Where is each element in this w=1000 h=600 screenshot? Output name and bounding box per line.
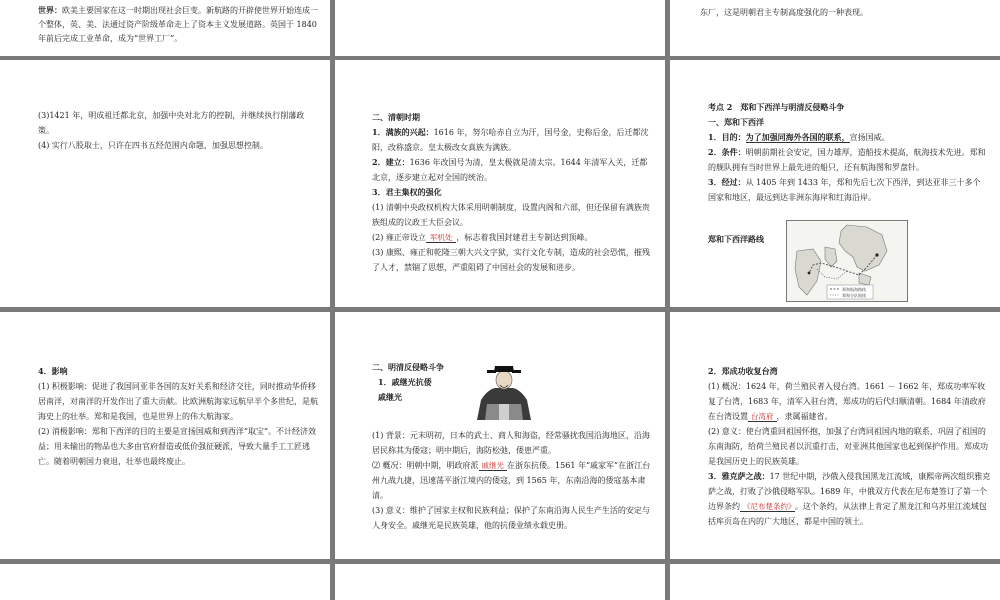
topic-title: 考点 2 郑和下西洋与明清反侵略斗争 bbox=[708, 102, 845, 112]
item-3-p2-b: ，标志着我国封建君主专制达到顶峰。 bbox=[456, 233, 593, 242]
purpose-tail: 宣扬国威。 bbox=[849, 133, 890, 142]
slide-7[interactable] bbox=[0, 312, 330, 559]
slide-8[interactable] bbox=[335, 312, 665, 559]
slide-10[interactable] bbox=[0, 564, 330, 600]
item-3-p1: (1) 清朝中央政权机构大体采用明朝制度，设置内阁和六部，但还保留有满族贵族组成的议政王大臣会议。 bbox=[372, 203, 650, 227]
world-text: 欧美主要国家在这一时期出现社会巨变。新航路的开辟使世界开始连成一个整体，英、美、法通过资产阶级革命走上了资本主义发展道路。英国于 1840 年前后完成工业革命，成为“世界工厂”。 bbox=[38, 6, 318, 43]
purpose-label: 1．目的： bbox=[708, 132, 746, 142]
item-3-p3: (3) 康熙、雍正和乾隆三朝大兴文字狱，实行文化专制，造成的社会恐慌，摧残了人才，禁锢了思想，严重阻碍了中国社会的发展和进步。 bbox=[372, 248, 650, 272]
process-text: 从 1405 年到 1433 年，郑和先后七次下西洋，到达亚非三十多个国家和地区，最远到达非洲东海岸和红海沿岸。 bbox=[708, 178, 981, 202]
qijiguang-subtitle: 1．戚继光抗倭 bbox=[378, 377, 432, 387]
process-label: 3．经过： bbox=[708, 177, 746, 187]
background-text: (1) 背景：元末明初，日本的武士、商人和海盗，经常骚扰我国沿海地区，沿海居民称其为倭寇；明中期后，海防松弛，倭患严重。 bbox=[372, 431, 650, 455]
slide-9-text bbox=[708, 364, 992, 529]
slide-2[interactable] bbox=[335, 0, 665, 56]
purpose-text: 为了加强同海外各国的联系， bbox=[745, 132, 850, 142]
route-map-graphic bbox=[787, 221, 907, 301]
significance-text: (3) 意义：维护了国家主权和民族利益；保护了东南沿海人民生产生活的安定与人身安全。戚继光是民族英雄，他的抗倭业绩永载史册。 bbox=[372, 506, 650, 530]
overview-text-b: 在浙东抗倭。1561 年“戚家军”在浙江台州九战九捷，迅速荡平浙江境内的倭寇，到 1565 年，东南沿海的倭寇基本肃清。 bbox=[372, 461, 651, 500]
section-title-qing: 二、清朝时期 bbox=[372, 112, 420, 122]
impact-title: 4．影响 bbox=[38, 366, 68, 376]
slide-9[interactable] bbox=[670, 312, 1000, 559]
item-1-label: 1．满族的兴起： bbox=[372, 127, 434, 137]
slide-3[interactable] bbox=[670, 0, 1000, 56]
item-2-text: 1636 年改国号为清，皇太极就是清太宗。1644 年清军入关，迁都北京，逐步建立起对全国的统治。 bbox=[372, 158, 648, 182]
slide-12[interactable] bbox=[670, 564, 1000, 600]
positive-impact: (1) 积极影响：促进了我国同亚非各国的友好关系和经济交往，同时推动华侨移居南洋，对南洋的开发作出了重大贡献。比欧洲航海家远航早半个多世纪，是航海史上的壮举。郑和是我国，也是世界上的伟大航海家。 bbox=[38, 382, 318, 421]
slide-1-text bbox=[38, 3, 320, 46]
slide-5-text bbox=[372, 110, 654, 275]
conditions-label: 2．条件： bbox=[708, 147, 746, 157]
paragraph-4: (4) 实行八股取士，只许在四书五经范围内命题，加强思想控制。 bbox=[38, 141, 268, 150]
legend-branch-route: 郑和分队航线 bbox=[842, 293, 866, 298]
answer-nerchinsk-treaty: 《尼布楚条约》 bbox=[740, 502, 795, 512]
slide-7-text bbox=[38, 364, 320, 469]
slide-4[interactable] bbox=[0, 60, 330, 307]
portrait-caption: 戚继光 bbox=[378, 392, 402, 402]
slide-6[interactable] bbox=[670, 60, 1000, 307]
answer-junjichu: 军机处 bbox=[426, 233, 457, 243]
qi-jiguang-portrait bbox=[473, 360, 535, 420]
yakesa-text-a: 17 世纪中期，沙俄入侵我国黑龙江流域，康熙帝两次组织雅克萨之战，打败了沙俄侵略军队。1689 年，中俄双方代表在尼布楚签订了第一个边界条约 bbox=[708, 472, 991, 511]
taiwan-overview-tail: ，隶属福建省。 bbox=[776, 412, 833, 421]
slide-1[interactable] bbox=[0, 0, 330, 56]
negative-impact: (2) 消极影响：郑和下西洋的目的主要是宣扬国威和到西洋“取宝”。不计经济效益；用未输出的物品也大多由官府督造或低价强征硬派，导致大量手工工匠逃亡。随着明朝国力衰退，壮举也最终废止。 bbox=[38, 427, 317, 466]
taiwan-overview: (1) 概况：1624 年，荷兰殖民者入侵台湾。1661 － 1662 年，郑成功率军收复了台湾，1683 年，清军入驻台湾，郑成功的后代归顺清朝。1684 年清政府在台湾设置 bbox=[708, 382, 986, 421]
subsection-zhenghe: 一、郑和下西洋 bbox=[708, 117, 764, 127]
overview-text-a: ⑵ 概况：明朝中期，明政府派 bbox=[372, 461, 479, 470]
slide-8-text bbox=[372, 428, 654, 533]
slide-3-text: 东厂，这是明朝君主专制高度强化的一种表现。 bbox=[700, 8, 868, 17]
slide-5[interactable] bbox=[335, 60, 665, 307]
yakesa-label: 3．雅克萨之战： bbox=[708, 471, 770, 481]
answer-qijiguang: 戚继光 bbox=[479, 461, 508, 471]
slide-6-text bbox=[708, 100, 988, 205]
voyage-route-map bbox=[786, 220, 908, 302]
yakesa-text-b: 。这个条约，从法律上肯定了黑龙江和乌苏里江流域包括库页岛在内的广大地区，都是中国的领土。 bbox=[708, 502, 987, 526]
answer-taiwanfu: 台湾府 bbox=[748, 412, 777, 422]
taiwan-significance: (2) 意义：使台湾重回祖国怀抱，加强了台湾同祖国内地的联系，巩固了祖国的东南海防，给荷兰殖民者以沉重打击，对亚洲其他国家也起到保护作用。郑成功是我国历史上的民族英雄。 bbox=[708, 427, 988, 466]
slide-4-text bbox=[38, 108, 320, 153]
section-title-resistance: 二、明清反侵略斗争 bbox=[372, 362, 444, 372]
item-3-label: 3．君主集权的强化 bbox=[372, 187, 442, 197]
taiwan-title: 2．郑成功收复台湾 bbox=[708, 366, 778, 376]
item-3-p2-a: (2) 雍正帝设立 bbox=[372, 233, 426, 242]
legend-main-route: 郑和航海路线 bbox=[842, 287, 866, 292]
paragraph-3: (3)1421 年，明成祖迁都北京，加强中央对北方的控制，并继续执行削藩政策。 bbox=[38, 111, 305, 135]
world-label: 世界： bbox=[38, 5, 62, 15]
item-1-text: 1616 年，努尔哈赤自立为汗，国号金，史称后金，后迁都沈阳，改称盛京。皇太极改女真族为满族。 bbox=[372, 128, 649, 152]
conditions-text: 明朝前期社会安定，国力雄厚，造船技术提高，航海技术先进。郑和的舰队拥有当时世界上最先进的船只，还有航海图和罗盘针。 bbox=[708, 148, 986, 172]
slide-11[interactable] bbox=[335, 564, 665, 600]
item-2-label: 2．建立： bbox=[372, 157, 410, 167]
map-caption: 郑和下西洋路线 bbox=[708, 234, 764, 244]
